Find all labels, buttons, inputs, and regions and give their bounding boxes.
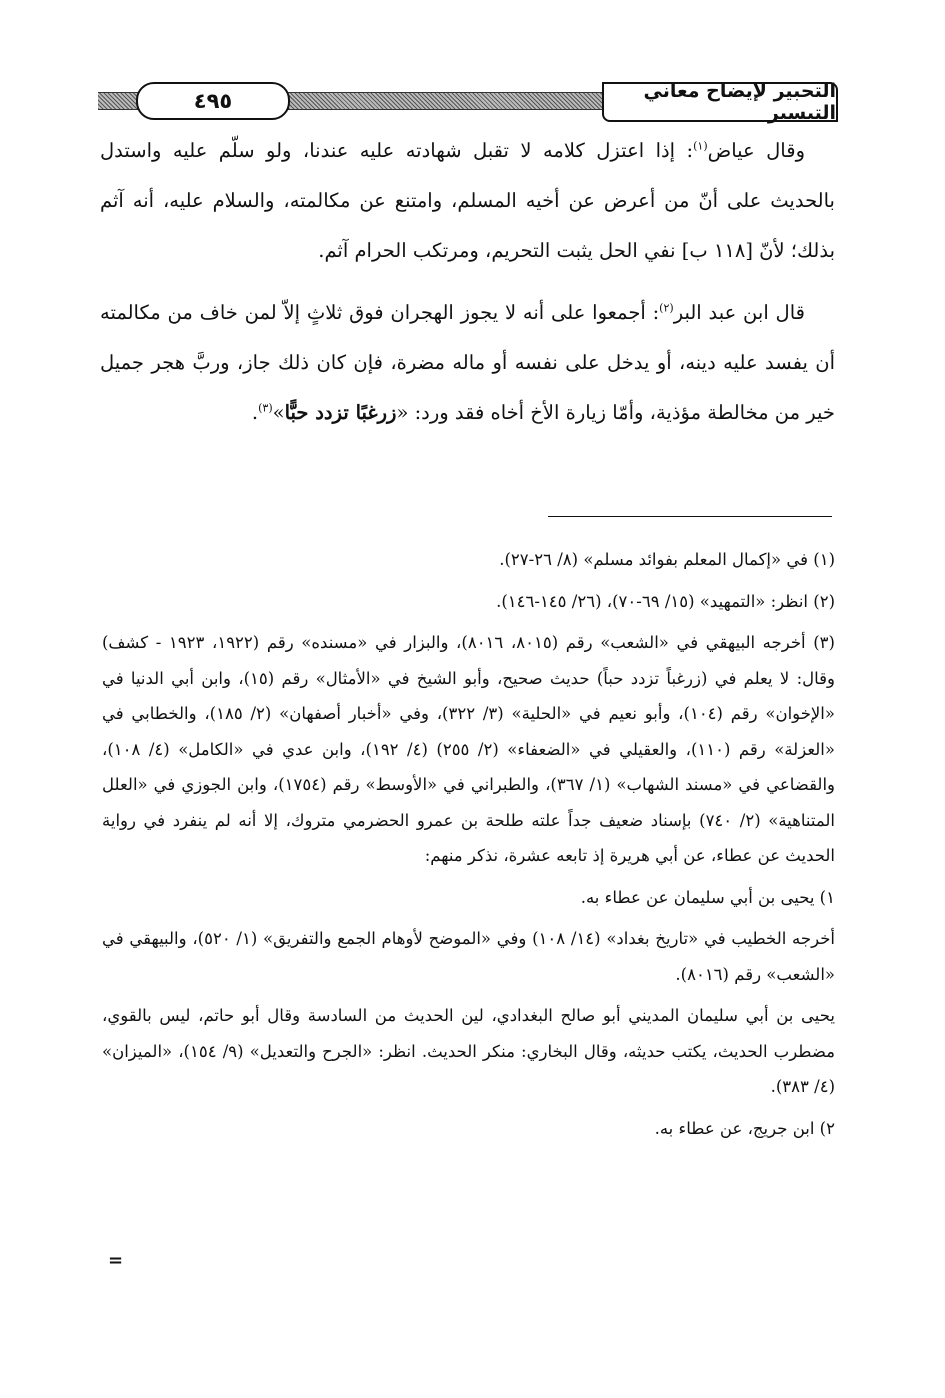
footnote-3-item-1: ١) يحيى بن أبي سليمان عن عطاء به. [580,887,835,907]
main-paragraph [100,288,835,438]
text-run: . [251,401,259,424]
page-header [98,80,838,122]
footnote-1: (١) في «إكمال المعلم بفوائد مسلم» (٨/ ٢٦-٢٧). [499,550,835,569]
footnote-separator [548,516,832,517]
text-run: قال ابن عبد البر [673,301,805,324]
footnote-ref: (٢) [659,301,674,315]
hadith-quote: زرغبًا تزدد حبًّا [284,401,397,424]
main-text [100,126,835,438]
footnotes [102,542,835,1146]
main-paragraph [100,126,835,276]
book-title: التحبير لإيضاح معاني التيسير [602,82,838,122]
page-number: ٤٩٥ [136,82,290,120]
text-run: : إذا اعتزل كلامه لا تقبل شهادته عليه عندنا، ولو سلّم عليه واستدل بالحديث على أنّ من أعرض عن أخيه المسلم، وامتنع عن مكالمته، والسلام عليه، أنه آثم بذلك؛ لأنّ [١١٨ ب] نفي الحل يثبت التحريم، ومرتكب الحرام آثم. [100,139,835,262]
text-run: : أجمعوا على أنه لا يجوز الهجران فوق ثلاثٍ إلاّ لمن خاف من مكالمته أن يفسد عليه دينه، أو يدخل على نفسه أو ماله مضرة، فإن كان ذلك جاز، وربَّ هجر جميل خير من مخالطة مؤذية، وأمّا زيارة الأخ أخاه فقد ورد: « [100,301,835,424]
footnote-2: (٢) انظر: «التمهيد» (١٥/ ٦٩-٧٠)، (٢٦/ ١٤٥-١٤٦). [496,591,835,611]
footnote-3-source: أخرجه الخطيب في «تاريخ بغداد» (١٤/ ١٠٨) وفي «الموضح لأوهام الجمع والتفريق» (١/ ٥٢٠)، والبيهقي في «الشعب» رقم (٨٠١٦). [102,929,835,984]
footnote-ref: (١) [693,139,708,153]
text-run: » [272,401,285,424]
footnote-ref: (٣) [258,401,273,415]
footnote-3: (٣) أخرجه البيهقي في «الشعب» رقم (٨٠١٥، ٨٠١٦)، والبزار في «مسنده» رقم (١٩٢٢، ١٩٢٣ - كشف) وقال: لا يعلم في (زرغباً تزدد حباً) حديث صحيح، وأبو الشيخ في «الأمثال» رقم (١٥)، وابن أبي الدنيا في «الإخوان» رقم (١٠٤)، وأبو نعيم في «الحلية» (٣/ ٣٢٢)، وفي «أخبار أصفهان» (٢/ ١٨٥)، والخطابي في «العزلة» رقم (١١٠)، والعقيلي في «الضعفاء» (٢/ ٢٥٥) (٤/ ١٩٢)، وابن عدي في «الكامل» (٤/ ١٠٨)، والقضاعي في «مسند الشهاب» (١/ ٣٦٧)، والطبراني في «الأوسط» رقم (١٧٥٤)، وابن الجوزي في «العلل المتناهية» (٢/ ٧٤٠) بإسناد ضعيف جداً علته طلحة بن عمرو الحضرمي متروك، إلا أنه لم ينفرد في رواية الحديث عن عطاء، عن أبي هريرة إذ تابعه عشرة، نذكر منهم: [102,633,836,865]
footnote-3-narrator-note: يحيى بن أبي سليمان المديني أبو صالح البغدادي، لين الحديث من السادسة وقال أبو حاتم، ليس بالقوي، مضطرب الحديث، يكتب حديثه، وقال البخاري: منكر الحديث. انظر: «الجرح والتعديل» (٩/ ١٥٤)، «الميزان» (٤/ ٣٨٣). [102,1006,835,1096]
continuation-mark: = [108,1250,124,1271]
footnote-3-item-2: ٢) ابن جريج، عن عطاء به. [654,1118,835,1138]
text-run: وقال عياض [707,139,805,162]
